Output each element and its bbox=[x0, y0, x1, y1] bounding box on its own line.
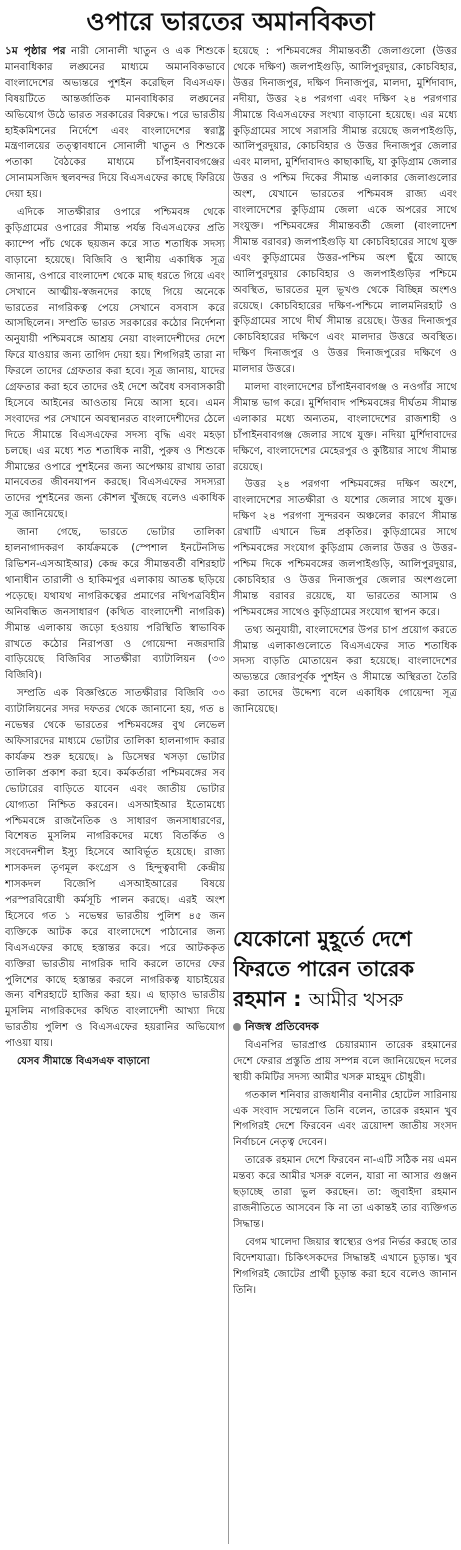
continued-subheading: যেসব সীমান্তে বিএসএফ বাড়ানো bbox=[17, 1056, 150, 1068]
left-column bbox=[5, 44, 225, 1544]
story-paragraph-4: বেগম খালেদা জিয়ার স্বাস্থ্যের ওপর নির্ভর করছে তার বিদেশযাত্রা। চিকিৎসকদের সিদ্ধান্তই এখানে চূড়ান্ত। খুব শিগগিরই জোটের প্রার্থী চূড়ান্ত করা হবে বলেও জানান তিনি। bbox=[233, 1236, 457, 1296]
continued-article bbox=[233, 44, 457, 914]
article-paragraph-3: জানা গেছে, ভারতে ভোটার তালিকা হালনাগাদকরণ কার্যক্রমকে (স্পেশাল ইনটেনসিভ রিভিশন-এসআইআর) কেন্দ্র করে সীমান্তবর্তী বশিরহাট থানাধীন তারালী ও হাকিমপুর এলাকায় আতঙ্ক ছড়িয়ে পড়েছে। যথাযথ নাগরিকত্বের প্রমাণের নথিপত্রবিহীন অনিবন্ধিত জনসাধারণ (কথিত বাংলাদেশী নাগরিক) সীমান্ত এলাকায় জড়ো হওয়ায় পরিস্থিতি স্বাভাবিক রাখতে কঠোর নিরাপত্তা ও গোয়েন্দা নজরদারি বাড়িয়েছে বিজিবির সাতক্ষীরা ব্যাটালিয়ন (৩৩ বিজিবি)। bbox=[5, 527, 225, 682]
article-paragraph-6: মালদা বাংলাদেশের চাঁপাইনবাবগঞ্জ ও নওগাঁর সাথে সীমান্ত ভাগ করে। মুর্শিদাবাদ পশ্চিমবঙ্গের দীর্ঘতম সীমান্ত এলাকার মধ্যে অন্যতম, বাংলাদেশের রাজশাহী ও চাঁপাইনবাবগঞ্জ জেলার সাথে যুক্ত। নদিয়া মুর্শিদাবাদের দক্ষিণে, বাংলাদেশের মেহেরপুর ও কুষ্টিয়ার সাথে সীমান্ত রয়েছে। bbox=[233, 382, 457, 473]
reporter-credit bbox=[233, 1019, 457, 1035]
story-paragraph-1: বিএনপির ভারপ্রাপ্ত চেয়ারম্যান তারেক রহমানের দেশে ফেরার প্রস্তুতি প্রায় সম্পন্ন বলে জানিয়েছেন দলের স্থায়ী কমিটির সদস্য আমীর খসরু মাহমুদ চৌধুরী। bbox=[233, 1039, 457, 1083]
story-paragraph-3: তারেক রহমান দেশে ফিরবেন না-এটি সঠিক নয় এমন মন্তব্য করে আমীর খসরু বলেন, যারা না আসার গুঞ্জন ছড়াচ্ছে তারা ভুল করছেন। তা: জুবাইদা রহমান রাজনীতিতে আসবেন কি না তা একান্তই তার ব্যক্তিগত সিদ্ধান্ত। bbox=[233, 1155, 457, 1230]
article-paragraph-4: সম্প্রতি এক বিজ্ঞপ্তিতে সাতক্ষীরার বিজিবি ৩৩ ব্যাটালিয়নের সদর দফতর থেকে জানানো হয়, গত ৪ নভেম্বর থেকে ভারতের পশ্চিমবঙ্গের বুথ লেভেল অফিসারদের মাধ্যমে ভোটার তালিকা হালনাগাদ করার কার্যক্রম শুরু হয়েছে। ৯ ডিসেম্বর খসড়া ভোটার তালিকা প্রকাশ করা হবে। কর্মকর্তারা পশ্চিমবঙ্গের সব ভোটারের বাড়িতে যাবেন এবং জাতীয় ভোটার যোগ্যতা নিশ্চিত করবেন। এসআইআর ইতোমধ্যে পশ্চিমবঙ্গে রাজনৈতিক ও সাধারণ জনসাধারণের, বিশেষত মুসলিম নাগরিকদের মধ্যে বিতর্কিত ও সংবেদনশীল ইস্যু হিসেবে আবির্ভূত হয়েছে। রাজ্য শাসকদল তৃণমূল কংগ্রেস ও হিন্দুত্ববাদী কেন্দ্রীয় শাসকদল বিজেপি এসআইআরের বিষয়ে পরস্পরবিরোধী কর্মসূচি পালন করছে। এরই অংশ হিসেবে গত ১ নভেম্বর ভারতীয় পুলিশ ৪৫ জন ব্যক্তিকে আটক করে বাংলাদেশে পাঠানোর জন্য বিএসএফের কাছে হস্তান্তর করে। পরে আটককৃত ব্যক্তিরা ভারতীয় নাগরিক দাবি করলে তাদের ফের পুলিশের কাছে হস্তান্তর করলে নাগরিকত্ব যাচাইয়ের জন্য বশিরহাটে হাজির করা হয়। এ ছাড়াও ভারতীয় মুসলিম নাগরিকদের কথিত বাংলাদেশী আখ্যা দিয়ে ভারতীয় পুলিশ ও বিএসএফের হয়রানির অভিযোগ পাওয়া যায়। bbox=[5, 688, 225, 1050]
right-column bbox=[233, 44, 457, 1544]
article-paragraph-8: তথ্য অনুযায়ী, বাংলাদেশের উপর চাপ প্রয়োগ করতে সীমান্ত এলাকাগুলোতে বিএসএফের সাত শতাধিক সদস্য বাড়তি মোতায়েন করা হয়েছে। বাংলাদেশের অভ্যন্তরে জোরপূর্বক পুশইন ও সীমান্তে অস্থিরতা তৈরি করা তাদের উদ্দেশ্য বলে একাধিক গোয়েন্দা সূত্র জানিয়েছে। bbox=[233, 624, 457, 716]
bullet-icon bbox=[233, 1023, 241, 1031]
article-paragraph-2: এদিকে সাতক্ষীরার ওপারে পশ্চিমবঙ্গ থেকে কুড়িগ্রামের ওপারের সীমান্ত পর্যন্ত বিএসএফের প্রতি ক্যাম্পে পাঁচ থেকে ছয়জন করে সাত শতাধিক সদস্য বাড়ানো হয়েছে। বিজিবি ও স্থানীয় একাধিক সূত্র জানায়, ওপারে বাংলাদেশ থেকে মাছ ধরতে গিয়ে এবং সেখানে আত্মীয়-স্বজনদের কাছে গিয়ে অনেকে ভারতের নাগরিকত্ব পেয়ে সেখানে বসবাস করে আসছিলেন। সম্প্রতি ভারত সরকারের কঠোর নির্দেশনা অনুযায়ী পশ্চিমবঙ্গে আশ্রয় নেয়া বাংলাদেশীদের দেশে ফিরে যাওয়ার জন্য তাগিদ দেয়া হয়। শিগগিরই তারা না ফিরলে তাদের গ্রেফতার করা হবে। সূত্র জানায়, যাদের গ্রেফতার করা হবে তাদের ওই দেশে অবৈধ বসবাসকারী হিসেবে আইনের আওতায় নিয়ে আসা হবে। এমন সংবাদের পর সেখানে অবস্থানরত বাংলাদেশীদের ঠেলে দিতে সীমান্তে বিএসএফের সদস্য বৃদ্ধি এবং মহড়া চলছে। এর মধ্যে শত শতাধিক নারী, পুরুষ ও শিশুকে সীমান্তের ওপারে পুশইনের জন্য অপেক্ষায় রাখায় তারা মানবেতর জীবনযাপন করছে। বিএসএফের সদস্যরা তাদের পুশইনের জন্য কৌশল খুঁজছে বলেও একাধিক সূত্র জানিয়েছে। bbox=[5, 207, 225, 521]
second-story-headline bbox=[233, 924, 457, 1015]
story-paragraph-2: গতকাল শনিবার রাজধানীর বনানীর হোটেল সারিনায় এক সংবাদ সম্মেলনে তিনি বলেন, তারেক রহমান খুব শিগগিরই দেশে ফিরবেন এবং ত্রয়োদশ জাতীয় সংসদ নির্বাচনে নেতৃত্ব দেবেন। bbox=[233, 1089, 457, 1149]
headline-byline: আমীর খসরু bbox=[308, 989, 404, 1011]
main-headline: ওপারে ভারতের অমানবিকতা bbox=[86, 7, 375, 36]
reporter-name: নিজস্ব প্রতিবেদক bbox=[245, 1020, 319, 1033]
column-divider bbox=[228, 44, 229, 1544]
article-paragraph-1 bbox=[5, 44, 225, 203]
article-paragraph-7: উত্তর ২৪ পরগণা পশ্চিমবঙ্গের দক্ষিণ অংশে, বাংলাদেশের সাতক্ষীরা ও যশোর জেলার সাথে যুক্ত। দক্ষিণ ২৪ পরগণা সুন্দরবন অঞ্চলের কারণে সীমান্ত রেখাটি এখানে ভিন্ন প্রকৃতির। কুড়িগ্রামের সাথে পশ্চিমবঙ্গের সংযোগ কুড়িগ্রাম জেলার উত্তর ও উত্তর-পশ্চিম দিকে পশ্চিমবঙ্গের জলপাইগুড়ি, আলিপুরদুয়ার, কোচবিহার ও উত্তর দিনাজপুর জেলার অংশগুলো সীমান্ত বরাবর রয়েছে, যা ভারতের আসাম ও পশ্চিমবঙ্গের সাথেও কুড়িগ্রামের সংযোগ স্থাপন করে। bbox=[233, 479, 457, 618]
paragraph-text: নারী সোনালী খাতুন ও এক শিশুকে মানবাধিকার লঙ্ঘনের মাধ্যমে অমানবিকভাবে বাংলাদেশের অভ্যন্তরে পুশইন করেছিল বিএসএফ। বিষয়টিতে আন্তর্জাতিক মানবাধিকার লঙ্ঘনের অভিযোগ উঠে ভারত সরকারের বিরুদ্ধে। পরে ভারতীয় হাইকমিশনের নির্দেশে এবং বাংলাদেশের স্বরাষ্ট্র মন্ত্রণালয়ের তত্ত্বাবধানে সোনালী খাতুন ও শিশুকে পতাকা বৈঠকের মাধ্যমে চাঁপাইনবাবগঞ্জের সোনামসজিদ স্থলবন্দর দিয়ে বিএসএফের কাছে ফিরিয়ে দেয়া হয়। bbox=[5, 46, 225, 201]
second-headline-text: যেকোনো মুহূর্তে দেশে ফিরতে পারেন তারেক রহমান : bbox=[233, 927, 415, 1011]
jump-label: ১ম পৃষ্ঠার পর bbox=[5, 45, 66, 57]
article-paragraph-5: হয়েছে : পশ্চিমবঙ্গের সীমান্তবর্তী জেলাগুলো (উত্তর থেকে দক্ষিণ) জলপাইগুড়ি, আলিপুরদুয়ার, কোচবিহার, উত্তর দিনাজপুর, দক্ষিণ দিনাজপুর, মালদা, মুর্শিদাবাদ, নদীয়া, উত্তর ২৪ পরগণা এবং দক্ষিণ ২৪ পরগণার সীমান্তে বিএসএফের সংখ্যা বাড়ানো হয়েছে। এর মধ্যে কুড়িগ্রামের সাথে সরাসরি সীমান্ত রয়েছে জলপাইগুড়ি, আলিপুরদুয়ার, কোচবিহার ও উত্তর দিনাজপুর জেলার এবং মালদা, মুর্শিদাবাদও কাছাকাছি, যা কুড়িগ্রাম জেলার উত্তর ও পশ্চিম দিকের সীমান্ত এলাকার জেলাগুলোর অংশ, যেখানে ভারতের পশ্চিমবঙ্গ রাজ্য এবং বাংলাদেশের কুড়িগ্রাম জেলা একে অপরের সাথে সংযুক্ত। পশ্চিমবঙ্গের সীমান্তবর্তী জেলা (বাংলাদেশ সীমান্ত বরাবর) জলপাইগুড়ি যা কোচবিহারের সাথে যুক্ত এবং কুড়িগ্রামের উত্তর-পশ্চিম অংশ ছুঁয়ে আছে আলিপুরদুয়ার কোচবিহার ও জলপাইগুড়ির পশ্চিমে অবস্থিত, ভারতের মূল ভূখণ্ড থেকে বিচ্ছিন্ন অংশও রয়েছে। কোচবিহারের দক্ষিণ-পশ্চিমে লালমনিরহাট ও কুড়িগ্রামের সাথে দীর্ঘ সীমান্ত রয়েছে। উত্তর দিনাজপুর কোচবিহারের দক্ষিণে এবং মালদার উত্তরে অবস্থিত। দক্ষিণ দিনাজপুর ও উত্তর দিনাজপুরের দক্ষিণে ও মালদার উত্তরে। bbox=[233, 46, 457, 376]
